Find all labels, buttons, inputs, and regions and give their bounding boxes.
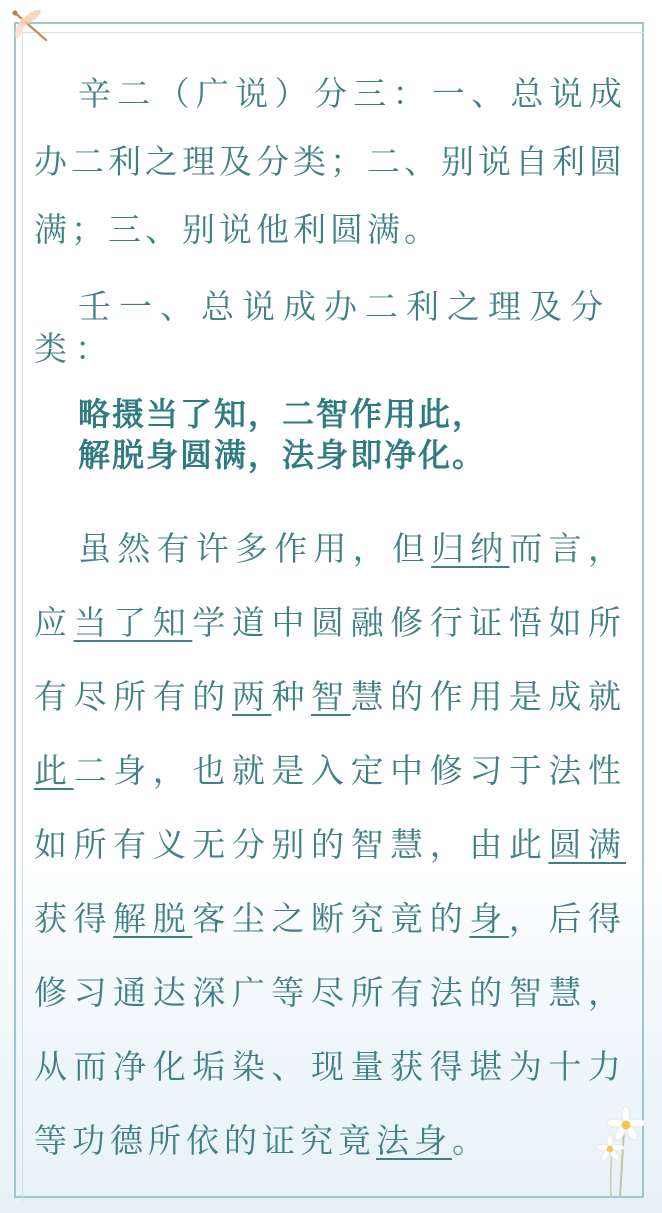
underlined-keyword: 圆满 [548,825,627,864]
body-text-segment: 。 [452,1121,490,1160]
dragonfly-icon [6,6,56,46]
body-text-segment: 获得 [34,899,114,938]
underlined-keyword: 当了知 [73,603,193,642]
verse-line-2: 解脱身圆满，法身即净化。 [78,436,487,474]
body-text-segment: 而言，应 [34,529,627,642]
underlined-keyword: 归纳 [431,529,510,568]
underlined-keyword: 解脱 [113,899,193,938]
verse-line-1: 略摄当了知，二智作用此， [78,395,487,433]
body-text-segment: 学道中圆融修行证悟如所有尽所有的 [34,603,627,716]
article-content [34,60,626,1178]
underlined-keyword: 智 [311,677,351,716]
underlined-keyword: 法身 [376,1121,452,1160]
commentary-paragraph [34,512,626,1178]
underlined-keyword: 此 [34,751,74,790]
underlined-keyword: 身 [469,899,509,938]
body-text-segment: 虽然有许多作用，但 [78,529,432,568]
body-text-segment: 种 [271,677,312,716]
body-text-segment: ，后得修习通达深广等尽所有法的智慧，从而净化垢染、现量获得堪为十力等功德所依的证究竟 [34,899,627,1160]
verse-block [78,394,626,476]
body-text-segment: 慧的作用是成就 [350,677,627,716]
section-heading-xin2: 辛二（广说）分三：一、总说成办二利之理及分类；二、别说自利圆满；三、别说他利圆满。 [34,74,626,249]
section-heading-ren1: 壬一、总说成办二利之理及分类： [34,287,611,368]
body-text-segment: 二身，也就是入定中修习于法性如所有义无分别的智慧，由此 [34,751,627,864]
body-text-segment: 客尘之断究竟的 [192,899,470,938]
underlined-keyword: 两 [231,677,272,716]
